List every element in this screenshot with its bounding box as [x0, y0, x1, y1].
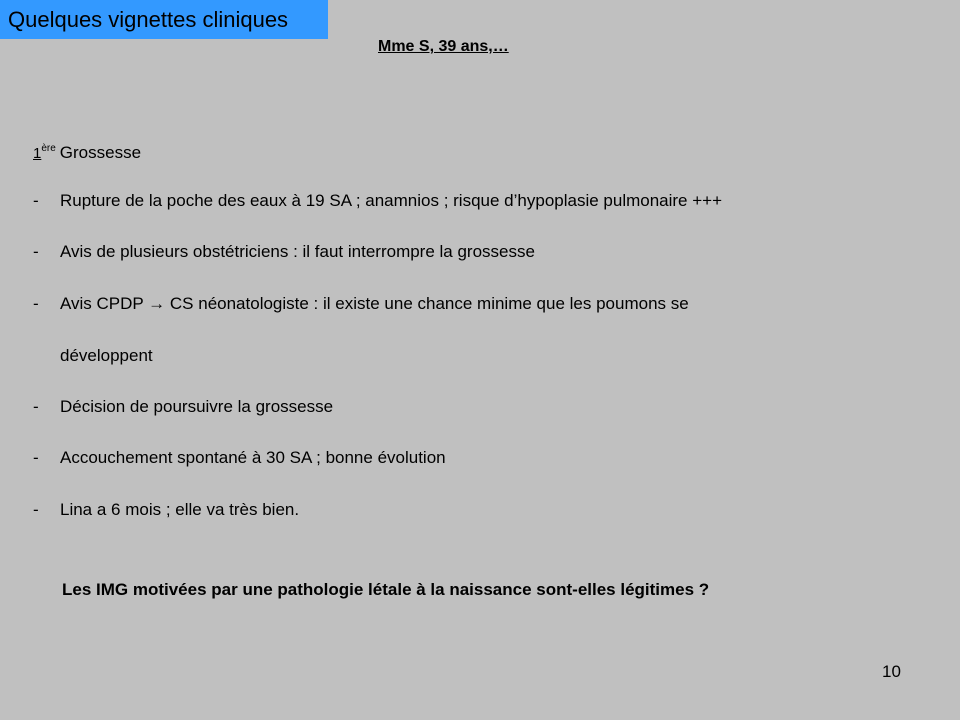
bullet-item	[33, 397, 333, 417]
bullet-text: Lina a 6 mois ; elle va très bien.	[60, 500, 300, 519]
bullet-text: Avis de plusieurs obstétriciens : il faut interrompre la grossesse	[60, 242, 535, 261]
bullet-text: Avis CPDP → CS néonatologiste : il existe une chance minime que les poumons se	[60, 294, 689, 313]
bullet-item	[33, 294, 689, 314]
bullet-text: Accouchement spontané à 30 SA ; bonne évolution	[60, 448, 446, 467]
bullet-item	[33, 191, 722, 211]
section-heading	[33, 143, 141, 163]
bullet-dash: -	[33, 500, 39, 519]
bullet-dash: -	[33, 242, 39, 261]
bullet-continuation: développent	[60, 346, 153, 365]
slide-subtitle: Mme S, 39 ans,…	[378, 38, 509, 55]
bullet-item	[33, 242, 535, 262]
bullet-dash: -	[33, 448, 39, 467]
bullet-dash: -	[33, 397, 39, 416]
section-superscript: ère	[41, 143, 56, 154]
page-number: 10	[882, 662, 901, 681]
bullet-dash: -	[33, 294, 39, 313]
bullet-item	[33, 448, 446, 468]
bullet-dash: -	[33, 191, 39, 210]
slide-question: Les IMG motivées par une pathologie létale à la naissance sont-elles légitimes ?	[62, 580, 710, 599]
slide-header	[0, 0, 328, 39]
section-label: Grossesse	[59, 143, 142, 162]
bullet-text: Rupture de la poche des eaux à 19 SA ; anamnios ; risque d’hypoplasie pulmonaire +++	[60, 191, 723, 210]
bullet-item	[33, 500, 299, 520]
slide-header-text: Quelques vignettes cliniques	[8, 7, 289, 32]
section-number: 1	[33, 145, 42, 162]
bullet-text: Décision de poursuivre la grossesse	[60, 397, 334, 416]
